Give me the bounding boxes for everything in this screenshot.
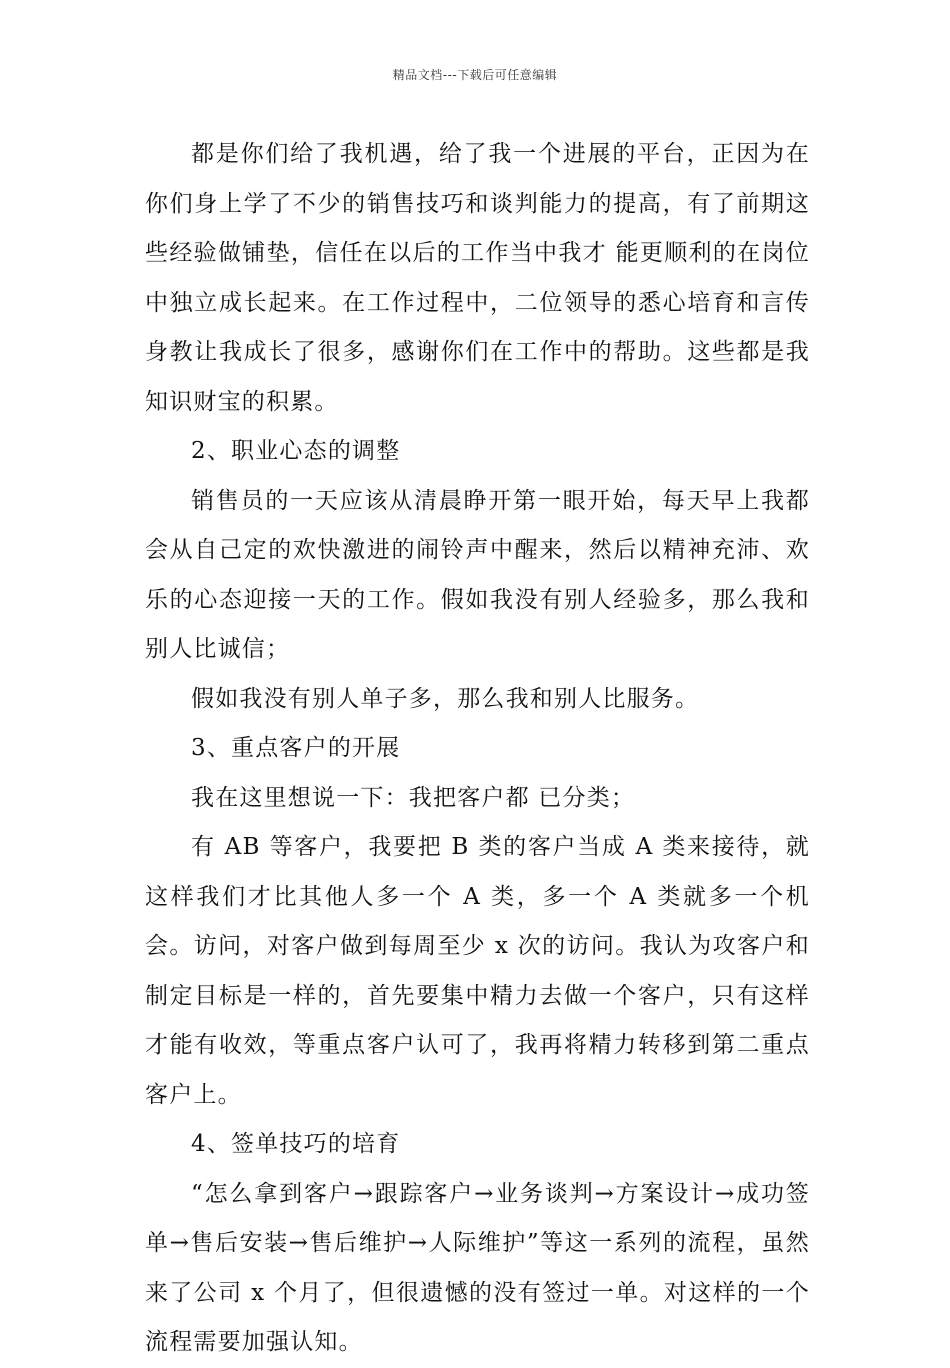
paragraph-key-clients: 有 AB 等客户，我要把 B 类的客户当成 A 类来接待，就这样我们才比其他人多一个 A 类，多一个 A 类就多一个机会。访问，对客户做到每周至少 x 次的访问。我认为攻客户和制定目标是一样的，首先要集中精力去做一个客户，只有这样才能有收效，等重点客户认可了，我再将精力转移到第二重点客户上。 (145, 834, 810, 1108)
section-heading-4: 4、签单技巧的培育 (191, 1131, 401, 1157)
paragraph-signing-process: “怎么拿到客户→跟踪客户→业务谈判→方案设计→成功签单→售后安装→售后维护→人际维护”等这一系列的流程，虽然来了公司 x 个月了，但很遗憾的没有签过一单。对这样的一个流程需要加强认知。 (145, 1180, 810, 1355)
page-header: 精品文档---下载后可任意编辑 (392, 68, 558, 82)
document-body (145, 130, 810, 1368)
section-heading-2: 2、职业心态的调整 (191, 438, 401, 464)
paragraph-gratitude: 都是你们给了我机遇，给了我一个进展的平台，正因为在你们身上学了不少的销售技巧和谈判能力的提高，有了前期这些经验做铺垫，信任在以后的工作当中我才 能更顺利的在岗位中独立成长起来。在工作过程中，二位领导的悉心培育和言传身教让我成长了很多，感谢你们在工作中的帮助。这些都是我知识财宝的积累。 (145, 141, 810, 415)
paragraph-daily-routine: 销售员的一天应该从清晨睁开第一眼开始，每天早上我都会从自己定的欢快激进的闹铃声中醒来，然后以精神充沛、欢乐的心态迎接一天的工作。假如我没有别人经验多，那么我和别人比诚信； (145, 487, 810, 662)
section-heading-3: 3、重点客户的开展 (191, 735, 401, 761)
paragraph-classification: 我在这里想说一下：我把客户都 已分类； (191, 784, 636, 811)
paragraph-service: 假如我没有别人单子多，那么我和别人比服务。 (191, 685, 700, 712)
